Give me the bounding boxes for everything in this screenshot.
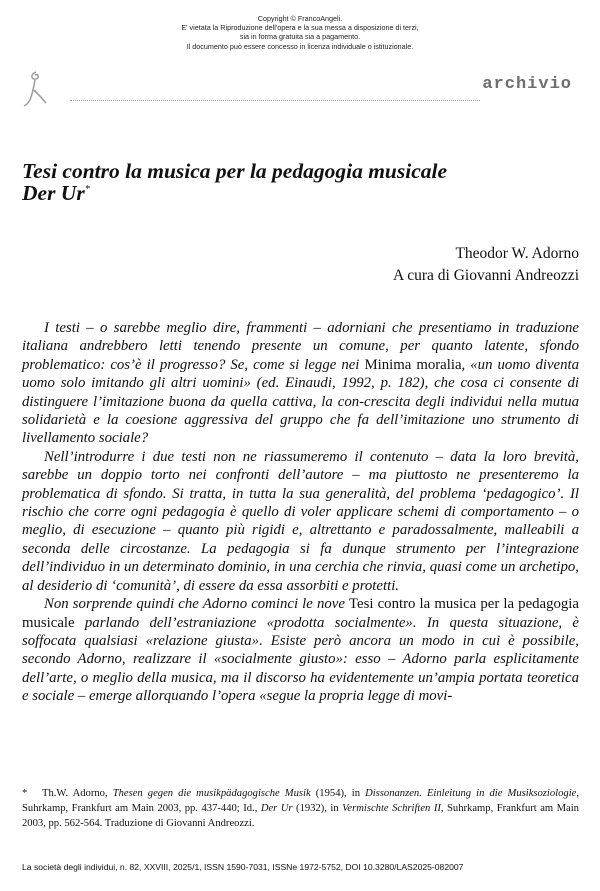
title-line-1: Tesi contro la musica per la pedagogia musicale: [22, 159, 448, 183]
paragraph: Nell’introdurre i due testi non ne riassumeremo il contenuto – data la loro brevità, sarebbe un doppio torto nei confronti dell’autore – ma piuttosto ne presenteremo la problematica di sfondo. Si tratta, in tutta la sua generalità, del problema ‘pedagogico’. Il rischio che corre ogni pedagogia è quello di voler applicare schemi di comportamento – o meglio, di esecuzione – quanto più rigidi e, altrettanto e paradossalmente, malleabili a seconda delle circostanze. La pedagogia si fa dunque strumento per l’integrazione dell’individuo in un determinato dominio, in una cerchia che rinvia, quasi come un archetipo, al desiderio di ‘comunità’, di essere da essa assorbiti e protetti.: [22, 448, 579, 594]
author-name: Theodor W. Adorno: [455, 245, 579, 262]
footnote-title: Vermischte Schriften II: [342, 803, 441, 814]
copyright-line: sia in forma gratuita sia a pagamento.: [239, 32, 361, 42]
footnote-title: Der Ur: [260, 803, 293, 814]
footnote: [22, 786, 579, 831]
paragraph-text: I testi – o sarebbe meglio dire, frammenti – adorniani che presentiamo in traduzione italiana andrebbero letti tenendo presente un comune, per quanto latente, sfondo problematico: cos’è il progresso? Se, come si legge nei: [22, 320, 579, 373]
copyright-line: Il documento può essere concesso in licenza individuale o istituzionale.: [186, 41, 414, 51]
paragraph: [22, 319, 579, 448]
section-label: archivio: [482, 75, 572, 94]
journal-citation: La società degli individui, n. 82, XXVIII, 2025/1, ISSN 1590-7031, ISSNe 1972-5752, DOI 10.3280/LAS2025-082007: [22, 862, 464, 872]
article-title: [22, 160, 582, 204]
footnote-text: Th.W. Adorno,: [42, 788, 113, 799]
title-line-2: Der Ur: [22, 181, 85, 205]
dotted-rule: [70, 100, 480, 101]
footnote-text: , Suhrkamp, Frankfurt am Main 2003, pp. 437-440; Id.,: [22, 788, 580, 814]
work-title: Minima moralia: [364, 356, 462, 373]
footnote-text: (1954), in: [310, 788, 366, 799]
copyright-line: Copyright © FrancoAngeli.: [257, 14, 343, 23]
section-header: [22, 68, 578, 110]
footnote-title: Thesen gegen die musikpädagogische Musik: [112, 788, 311, 799]
article-body: [22, 319, 579, 706]
paragraph-text: parlando dell’estraniazione «prodotta socialmente». In questa situazione, è soffocata qualsiasi «relazione giusta». Esiste però ancora un modo in cui è possibile, secondo Adorno, realizzare il «socialmente giusto»: esso – Adorno parla esplicitamente dell’arte, o meglio della musica, ma il discorso ha evidentemente un’ampia portata teoretica e sociale – emerge allorquando l’opera «segue la propria legge di movi-: [22, 614, 579, 705]
paragraph-text: , «un uomo diventa uomo solo imitando gli altri uomini» (ed. Einaudi, 1992, p. 182), che cosa ci consente di distinguere l’imitazione buona da quella cattiva, la con-crescita degli individui nella mutua solidarietà e la coesione aggressiva del gruppo che fa dell’imitazione uno strumento di livellamento sociale?: [22, 356, 579, 447]
copyright-line: E' vietata la Riproduzione dell'opera e la sua messa a disposizione di terzi,: [181, 23, 419, 33]
footnote-text: , Suhrkamp, Frankfurt am Main 2003, pp. 562-564. Traduzione di Giovanni Andreozzi.: [22, 803, 579, 829]
footnote-text: (1932), in: [292, 803, 343, 814]
copyright-notice: [0, 14, 600, 51]
curator-name: A cura di Giovanni Andreozzi: [393, 267, 579, 284]
stylized-figure-logo-icon: [22, 68, 62, 108]
author-block: [393, 243, 579, 287]
title-footnote-mark: *: [84, 183, 90, 195]
paragraph-text: Non sorprende quindi che Adorno cominci le nove: [44, 596, 350, 613]
footnote-title: Dissonanzen. Einleitung in die Musiksoziologie: [365, 788, 577, 799]
paragraph: [22, 595, 579, 705]
work-title: Tesi contro la musica per la pedagogia musicale: [22, 596, 579, 631]
footnote-mark: *: [22, 788, 28, 799]
